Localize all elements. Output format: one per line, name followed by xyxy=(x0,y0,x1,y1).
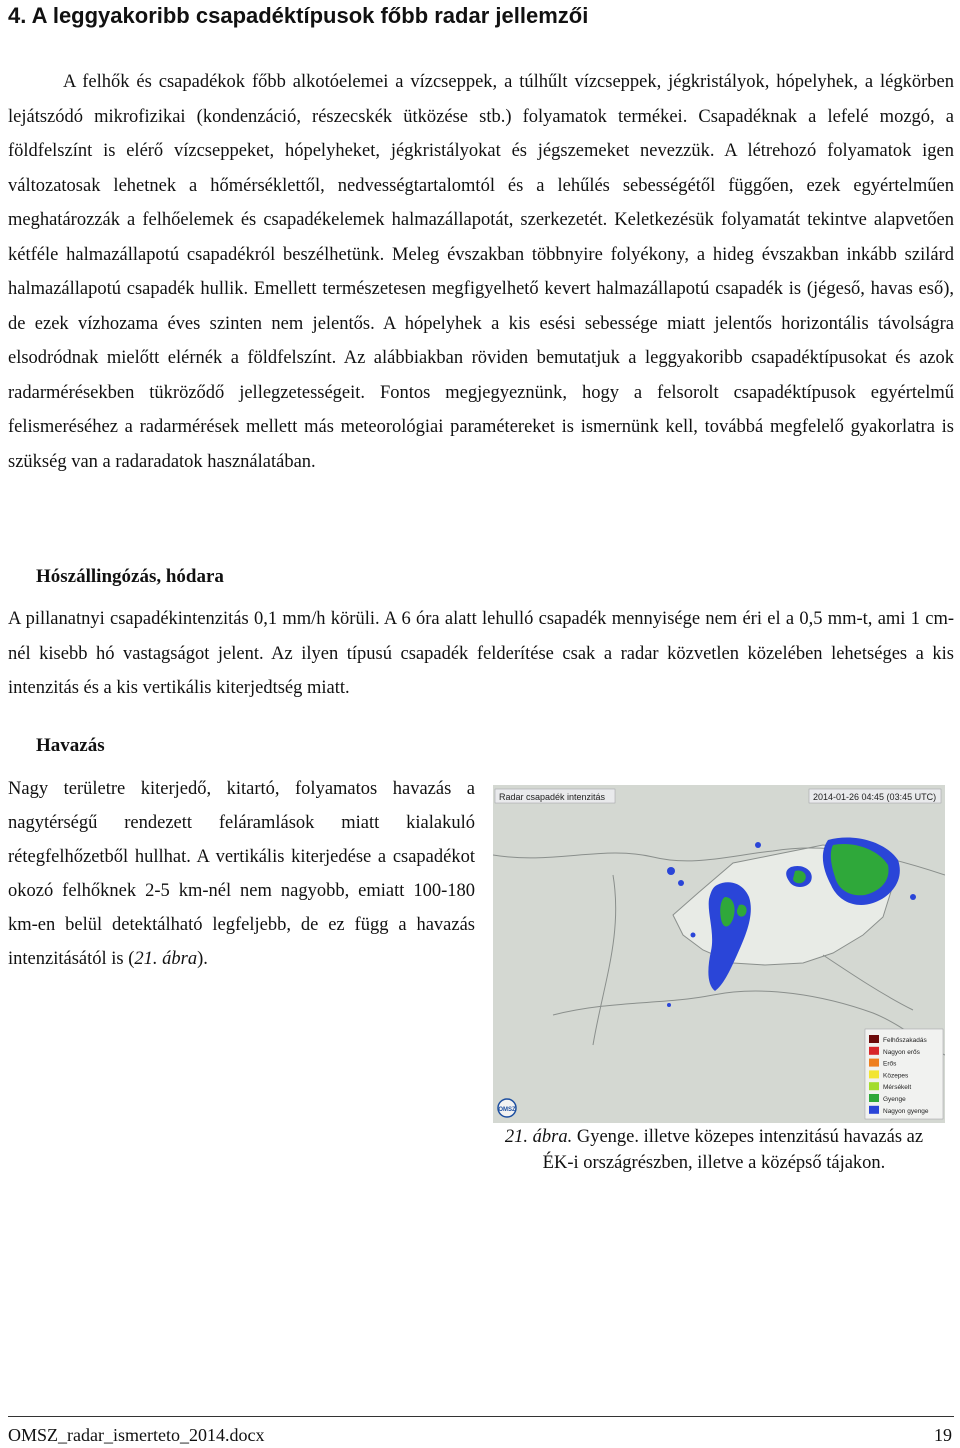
radar-map-figure xyxy=(493,785,945,1123)
paragraph-havazas-text: Nagy területre kiterjedő, kitartó, folyamatos havazás a nagytérségű rendezett feláramlások miatt kialakuló rétegfelhőzetből hullhat. A vertikális kiterjedése a csapadékot okozó felhőknek 2-5 km-nél nem nagyobb, emiatt 100-180 km-en belül detektálható legfeljebb, de ez függ a havazás intenzitásától is ( xyxy=(8,779,475,969)
paragraph-havazas xyxy=(8,772,475,976)
precip-cell xyxy=(755,842,761,848)
figure-caption-text: Gyenge. illetve közepes intenzitású havazás az ÉK-i országrészben, illetve a középső tájakon. xyxy=(542,1127,924,1173)
section-heading: 4. A leggyakoribb csapadéktípusok főbb radar jellemzői xyxy=(8,3,589,28)
legend-label: Erős xyxy=(883,1060,897,1068)
precip-cell xyxy=(678,880,684,886)
precip-cell xyxy=(667,867,675,875)
radar-map xyxy=(493,785,945,1123)
legend-swatch xyxy=(869,1047,879,1055)
legend-swatch xyxy=(869,1070,879,1078)
paragraph-havazas-end: ). xyxy=(197,949,208,969)
subheading-hoszallingozas: Hószállingózás, hódara xyxy=(36,566,224,587)
map-title: Radar csapadék intenzitás xyxy=(499,792,606,802)
legend-label: Felhőszakadás xyxy=(883,1037,927,1044)
legend-swatch xyxy=(869,1035,879,1043)
legend-swatch xyxy=(869,1094,879,1102)
footer-rule xyxy=(8,1416,954,1417)
subheading-havazas: Havazás xyxy=(36,735,105,756)
legend-label: Nagyon erős xyxy=(883,1048,920,1056)
intro-paragraph: A felhők és csapadékok főbb alkotóelemei a vízcseppek, a túlhűlt vízcseppek, jégkristályok, hópelyhek, a légkörben lejátszódó mikrofizikai (kondenzáció, részecskék ütközése stb.) folyamatok termékei. Csapadéknak a lefelé mozgó, a földfelszínt is elérő vízcseppeket, hópelyheket, jégkristályokat és jégszemeket nevezzük. A létrehozó folyamatok igen változatosak lehetnek a hőmérséklettől, nedvességtartalomtól és a lehűlés sebességétől függően, ezek egyértelműen meghatározzák a felhőelemek és csapadékelemek halmazállapotát, szerkezetét. Keletkezésük folyamatát tekintve alapvetően kétféle halmazállapotú csapadékról beszélhetünk. Meleg évszakban többnyire folyékony, a hideg évszakban inkább szilárd halmazállapotú csapadék hullik. Emellett természetesen megfigyelhető kevert halmazállapotú csapadék is (jégeső, havas eső), de ezek vízhozama éves szinten nem jelentős. A hópelyhek a kis esési sebessége miatt jelentős horizontális távolságra elsodródnak mielőtt elérnék a földfelszínt. Az alábbiakban röviden bemutatjuk a leggyakoribb csapadéktípusokat és azok radarmérésekben tükröződő jellegzetességeit. Fontos megjegyeznünk, hogy a felsorolt csapadéktípusok egyértelmű felismeréséhez a radarmérések mellett más meteorológiai paramétereket is ismernünk kell, továbbá megfelelő gyakorlatra is szükség van a radaradatok használatában. xyxy=(8,72,954,472)
footer-page-number: 19 xyxy=(934,1425,952,1445)
legend-label: Gyenge xyxy=(883,1096,906,1103)
legend-swatch xyxy=(869,1106,879,1114)
precip-cell xyxy=(910,894,916,900)
legend-label: Nagyon gyenge xyxy=(883,1107,929,1115)
precip-cell xyxy=(667,1003,671,1007)
legend-swatch xyxy=(869,1082,879,1090)
precip-cell xyxy=(691,933,696,938)
figure-caption-number: 21. ábra. xyxy=(504,1127,573,1147)
figure-caption xyxy=(495,1124,933,1176)
legend-label: Közepes xyxy=(883,1072,909,1080)
map-timestamp: 2014-01-26 04:45 (03:45 UTC) xyxy=(813,792,937,802)
legend-label: Mérsékelt xyxy=(883,1084,912,1092)
logo-text: OMSZ xyxy=(498,1107,516,1113)
paragraph-hoszallingozas: A pillanatnyi csapadékintenzitás 0,1 mm/h körüli. A 6 óra alatt lehulló csapadék mennyisége nem éri el a 0,5 mm-t, ami 1 cm-nél kisebb hó vastagságot jelent. Az ilyen típusú csapadék felderítése csak a radar közvetlen közelében lehetséges a kis intenzitás és a kis vertikális kiterjedtség miatt. xyxy=(8,609,954,698)
figure-reference: 21. ábra xyxy=(134,949,198,969)
legend-swatch xyxy=(869,1059,879,1067)
footer-filename: OMSZ_radar_ismerteto_2014.docx xyxy=(8,1425,265,1445)
